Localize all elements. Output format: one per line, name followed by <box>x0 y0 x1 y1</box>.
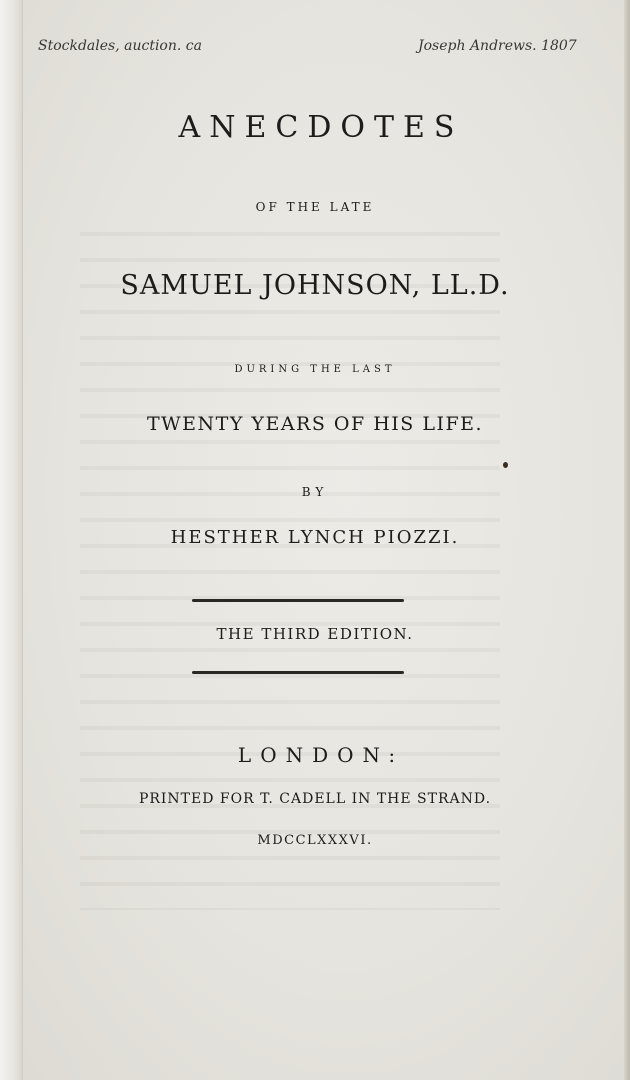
period-text: TWENTY YEARS OF HIS LIFE. <box>146 413 484 435</box>
book-title: ANECDOTES <box>178 110 464 145</box>
handwritten-note-left: Stockdales, auction. ca <box>38 38 202 54</box>
imprint-printer: PRINTED FOR T. CADELL IN THE STRAND. <box>138 791 492 807</box>
by-line: BY <box>301 485 329 499</box>
title-connector: OF THE LATE <box>255 200 375 214</box>
rule-bottom <box>192 671 404 674</box>
rule-top <box>192 599 404 602</box>
ink-spot <box>503 462 508 468</box>
period-connector: DURING THE LAST <box>234 364 396 375</box>
edition-text: THE THIRD EDITION. <box>216 625 414 643</box>
imprint-date: MDCCLXXXVI. <box>257 833 373 848</box>
handwritten-note-right: Joseph Andrews. 1807 <box>418 38 577 54</box>
subject-name: SAMUEL JOHNSON, LL.D. <box>120 270 510 301</box>
author-name: HESTHER LYNCH PIOZZI. <box>170 527 460 548</box>
imprint-place: LONDON: <box>237 743 405 767</box>
